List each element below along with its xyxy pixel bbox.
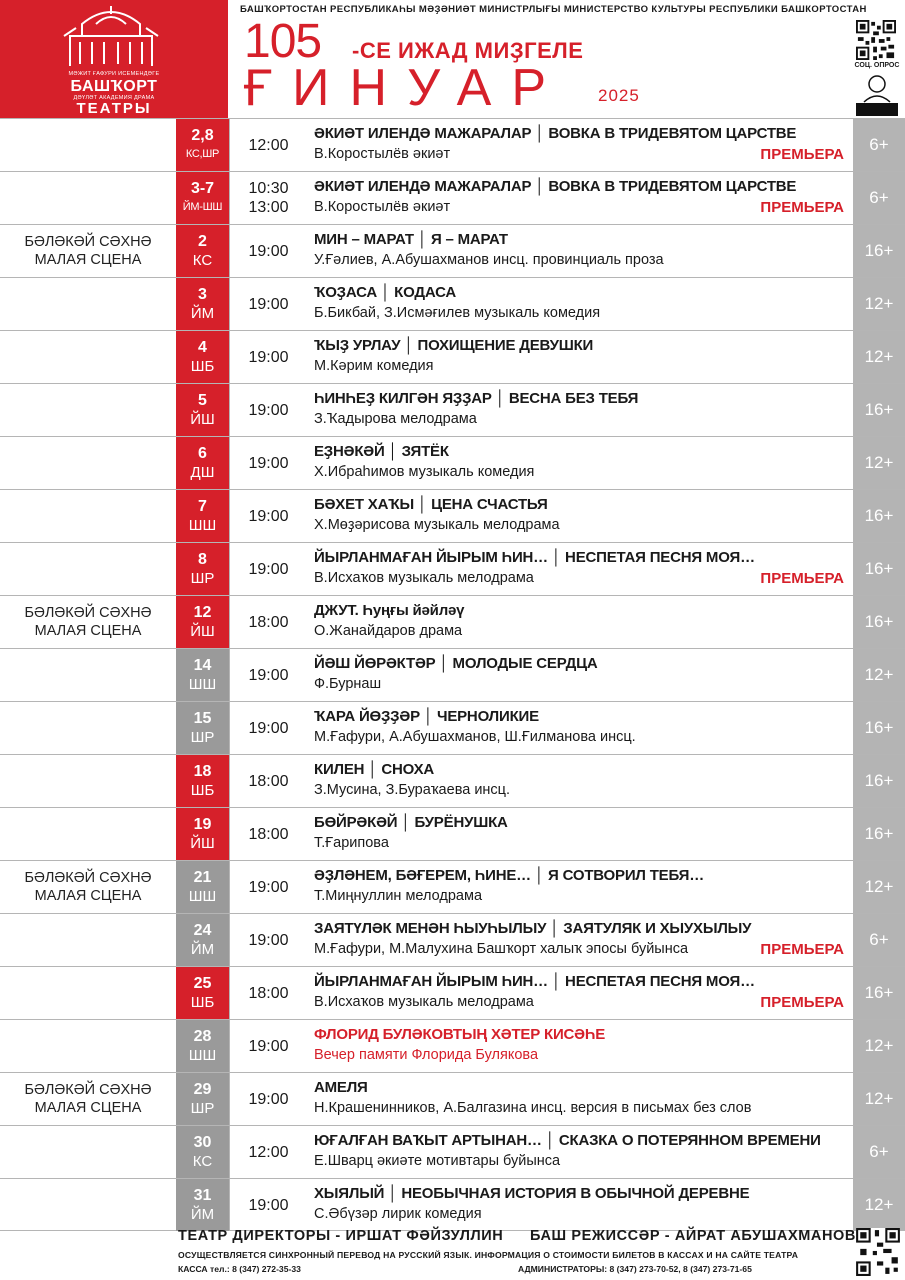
- show-time: 19:00: [248, 454, 289, 472]
- show-author: Б.Бикбай, З.Исмәғилев музыкаль комедия: [314, 305, 601, 321]
- schedule-row[interactable]: [0, 330, 905, 383]
- date-day: 3: [198, 286, 207, 303]
- age-rating-badge: 16+: [853, 702, 905, 754]
- date-cell: [176, 596, 229, 648]
- show-author: Ф.Бурнаш: [314, 676, 382, 692]
- show-info: [314, 600, 850, 646]
- schedule-row[interactable]: [0, 913, 905, 966]
- premiere-badge: ПРЕМЬЕРА: [760, 199, 844, 216]
- schedule-row[interactable]: [0, 648, 905, 701]
- show-author: Х.Мөҙәрисова музыкаль мелодрама: [314, 517, 560, 533]
- show-title[interactable]: АМЕЛЯ: [314, 1079, 368, 1096]
- show-time: 19:00: [248, 666, 289, 684]
- premiere-badge: ПРЕМЬЕРА: [760, 941, 844, 958]
- date-day: 21: [193, 869, 212, 886]
- show-info: [314, 282, 850, 328]
- schedule-row[interactable]: [0, 1072, 905, 1125]
- age-rating-badge: 6+: [853, 1126, 905, 1178]
- show-author: Н.Крашенинников, А.Балгазина инсц. версия в письмах без слов: [314, 1100, 752, 1116]
- venue-label: [0, 1179, 176, 1231]
- season-text: -СЕ ИЖАД МИҘГЕЛЕ: [352, 38, 584, 63]
- date-weekday: ЙШ: [190, 835, 215, 852]
- time-cell: [229, 596, 307, 648]
- date-day: 14: [193, 657, 212, 674]
- show-author: Вечер памяти Флорида Булякова: [314, 1047, 539, 1063]
- show-info: [314, 865, 850, 911]
- age-rating-badge: 16+: [853, 543, 905, 595]
- schedule-row[interactable]: [0, 701, 905, 754]
- venue-russian: МАЛАЯ СЦЕНА: [34, 623, 142, 639]
- schedule-table: [0, 118, 905, 1231]
- age-rating-badge: 12+: [853, 1020, 905, 1072]
- show-time: 19:00: [248, 295, 289, 313]
- show-time: 18:00: [248, 613, 289, 631]
- date-day: 7: [198, 498, 207, 515]
- date-weekday: ШШ: [188, 517, 217, 534]
- schedule-row[interactable]: [0, 1178, 905, 1231]
- venue-label: [0, 596, 176, 648]
- time-cell: [229, 119, 307, 171]
- age-rating-badge: 16+: [853, 808, 905, 860]
- date-cell: [176, 225, 229, 277]
- show-author: М.Кәрим комедия: [314, 358, 434, 374]
- age-rating-badge: 16+: [853, 490, 905, 542]
- schedule-row[interactable]: [0, 966, 905, 1019]
- date-cell: [176, 437, 229, 489]
- schedule-row[interactable]: [0, 171, 905, 224]
- date-weekday: ШР: [190, 570, 215, 587]
- show-title[interactable]: ҠОҘАСА │ КОДАСА: [314, 284, 457, 301]
- age-rating-badge: 12+: [853, 1073, 905, 1125]
- show-info: [314, 812, 850, 858]
- date-weekday: ШШ: [188, 888, 217, 905]
- time-cell: [229, 543, 307, 595]
- show-author: Т.Миңнуллин мелодрама: [314, 888, 483, 904]
- venue-label: [0, 1073, 176, 1125]
- season-number: 105: [244, 15, 322, 68]
- show-info: [314, 971, 850, 1017]
- date-weekday: ШР: [190, 1100, 215, 1117]
- venue-label: [0, 755, 176, 807]
- show-title[interactable]: БӨЙРӘКӘЙ │ БУРЁНУШКА: [314, 814, 508, 831]
- date-cell: [176, 331, 229, 383]
- poster-footer: [0, 1226, 905, 1280]
- date-day: 24: [193, 922, 212, 939]
- date-day: 19: [193, 816, 212, 833]
- age-rating-badge: 6+: [853, 172, 905, 224]
- show-info: [314, 441, 850, 487]
- show-author: З.Ҡадырова мелодрама: [314, 411, 477, 427]
- date-day: 2,8: [191, 127, 214, 144]
- show-author: О.Жанайдаров драма: [314, 623, 463, 639]
- venue-russian: МАЛАЯ СЦЕНА: [34, 252, 142, 268]
- venue-label: [0, 384, 176, 436]
- age-rating-badge: 12+: [853, 1179, 905, 1231]
- date-cell: [176, 1179, 229, 1231]
- show-info: [314, 229, 850, 275]
- qr-code-icon[interactable]: [856, 1228, 900, 1276]
- chief-director-line: БАШ РЕЖИССӘР - АЙРАТ АБУШАХМАНОВ: [530, 1228, 857, 1244]
- show-author: Е.Шварц әкиәте мотивтары буйынса: [314, 1153, 561, 1169]
- date-weekday: КС,ШР: [185, 148, 220, 160]
- qr-caption: СОЦ. ОПРОС: [854, 62, 900, 69]
- venue-label: [0, 225, 176, 277]
- date-weekday: ЙМ: [190, 1206, 215, 1223]
- time-cell: [229, 490, 307, 542]
- date-cell: [176, 649, 229, 701]
- date-weekday: ШБ: [190, 994, 215, 1011]
- show-time: 19:00: [248, 348, 289, 366]
- venue-label: [0, 702, 176, 754]
- time-cell: [229, 225, 307, 277]
- logo-line-3: ДӘҮЛӘТ АКАДЕМИЯ ДРАМА: [73, 95, 155, 101]
- date-day: 4: [198, 339, 207, 356]
- date-cell: [176, 384, 229, 436]
- time-cell: [229, 331, 307, 383]
- show-author: М.Ғафури, А.Абушахманов, Ш.Ғилманова инсц.: [314, 729, 636, 745]
- date-weekday: ШШ: [188, 676, 217, 693]
- theatre-logo: [0, 0, 228, 118]
- show-title[interactable]: МИН – МАРАТ │ Я – МАРАТ: [314, 231, 508, 248]
- show-title[interactable]: ЕҘНӘКӘЙ │ ЗЯТЁК: [314, 443, 449, 460]
- venue-bashkir: БӘЛӘКӘЙ СӘХНӘ: [24, 605, 152, 621]
- show-time: 19:00: [248, 878, 289, 896]
- translation-note: ОСУЩЕСТВЛЯЕТСЯ СИНХРОННЫЙ ПЕРЕВОД НА РУССКИЙ ЯЗЫК. ИНФОРМАЦИЯ О СТОИМОСТИ БИЛЕТОВ В КАССАХ И НА САЙТЕ ТЕАТРА: [178, 1250, 799, 1260]
- show-time: 19:00: [248, 242, 289, 260]
- date-day: 2: [198, 233, 207, 250]
- show-title[interactable]: ЙЫРЛАНМАҒАН ЙЫРЫМ ҺИН… │ НЕСПЕТАЯ ПЕСНЯ МОЯ…: [314, 549, 755, 566]
- show-info: [314, 653, 850, 699]
- date-cell: [176, 543, 229, 595]
- venue-label: [0, 437, 176, 489]
- show-time: 10:30: [248, 180, 289, 197]
- show-info: [314, 1024, 850, 1070]
- show-title[interactable]: ДЖУТ. Һуңғы йәйләү: [314, 602, 465, 619]
- show-info: [314, 706, 850, 752]
- date-cell: [176, 808, 229, 860]
- time-cell: [229, 1020, 307, 1072]
- time-cell: [229, 967, 307, 1019]
- box-office-phone[interactable]: КАССА тел.: 8 (347) 272-35-33: [178, 1264, 301, 1274]
- age-rating-badge: 16+: [853, 384, 905, 436]
- qr-code-icon[interactable]: [856, 20, 896, 60]
- show-time: 19:00: [248, 560, 289, 578]
- date-weekday: ШШ: [188, 1047, 217, 1064]
- schedule-row[interactable]: [0, 860, 905, 913]
- date-weekday: ШБ: [190, 782, 215, 799]
- poster-header: [0, 0, 905, 118]
- time-cell: [229, 172, 307, 224]
- show-time: 19:00: [248, 1090, 289, 1108]
- theatre-building-icon: [62, 6, 160, 68]
- date-cell: [176, 119, 229, 171]
- age-rating-badge: 16+: [853, 967, 905, 1019]
- venue-bashkir: БӘЛӘКӘЙ СӘХНӘ: [24, 870, 152, 886]
- date-cell: [176, 702, 229, 754]
- show-time: 19:00: [248, 1037, 289, 1055]
- date-day: 30: [193, 1134, 212, 1151]
- date-day: 28: [193, 1028, 212, 1045]
- venue-bashkir: БӘЛӘКӘЙ СӘХНӘ: [24, 1082, 152, 1098]
- date-cell: [176, 914, 229, 966]
- date-day: 31: [193, 1187, 212, 1204]
- venue-label: [0, 1020, 176, 1072]
- schedule-row[interactable]: [0, 1125, 905, 1178]
- show-author: Т.Ғарипова: [314, 835, 389, 851]
- age-rating-badge: 12+: [853, 331, 905, 383]
- venue-label: [0, 490, 176, 542]
- date-cell: [176, 278, 229, 330]
- show-title[interactable]: ФЛОРИД БУЛӘКОВТЫҢ ХӘТЕР КИСӘҺЕ: [314, 1026, 606, 1043]
- date-cell: [176, 1020, 229, 1072]
- show-author: В.Коростылёв әкиәт: [314, 146, 451, 162]
- show-author: Х.Ибраһимов музыкаль комедия: [314, 464, 535, 480]
- schedule-row[interactable]: [0, 1019, 905, 1072]
- show-time: 19:00: [248, 507, 289, 525]
- pushkin-card-icon: [856, 72, 898, 116]
- date-weekday: КС: [192, 1153, 213, 1170]
- age-rating-badge: 12+: [853, 649, 905, 701]
- show-author: З.Мусина, З.Бураҡаева инсц.: [314, 782, 511, 798]
- show-title[interactable]: ЙӘШ ЙӨРӘКТӘР │ МОЛОДЫЕ СЕРДЦА: [314, 655, 598, 672]
- venue-label: [0, 172, 176, 224]
- show-time: 19:00: [248, 1196, 289, 1214]
- show-title[interactable]: ҠЫҘ УРЛАУ │ ПОХИЩЕНИЕ ДЕВУШКИ: [314, 337, 594, 354]
- show-author: В.Исхаҡов музыкаль мелодрама: [314, 994, 534, 1010]
- show-info: [314, 759, 850, 805]
- age-rating-badge: 12+: [853, 278, 905, 330]
- date-day: 25: [193, 975, 212, 992]
- show-info: [314, 1183, 850, 1229]
- venue-label: [0, 914, 176, 966]
- date-cell: [176, 861, 229, 913]
- premiere-badge: ПРЕМЬЕРА: [760, 570, 844, 587]
- show-title[interactable]: ҠАРА ЙӨҘҘӘР │ ЧЕРНОЛИКИЕ: [314, 708, 539, 725]
- show-info: [314, 1077, 850, 1123]
- show-time: 18:00: [248, 984, 289, 1002]
- time-cell: [229, 437, 307, 489]
- show-title[interactable]: БӘХЕТ ХАҠЫ │ ЦЕНА СЧАСТЬЯ: [314, 496, 548, 513]
- date-cell: [176, 755, 229, 807]
- venue-label: [0, 119, 176, 171]
- show-time: 19:00: [248, 719, 289, 737]
- show-title[interactable]: ЮҒАЛҒАН ВАҠЫТ АРТЫНАН… │ СКАЗКА О ПОТЕРЯННОМ ВРЕМЕНИ: [314, 1132, 821, 1149]
- date-weekday: ЙМ: [190, 941, 215, 958]
- show-author: М.Ғафури, М.Малухина Башҡорт халыҡ эпосы буйынса: [314, 941, 689, 957]
- schedule-row[interactable]: [0, 383, 905, 436]
- venue-bashkir: БӘЛӘКӘЙ СӘХНӘ: [24, 234, 152, 250]
- date-weekday: ДШ: [190, 464, 215, 481]
- show-time: 13:00: [248, 199, 289, 216]
- age-rating-badge: 6+: [853, 914, 905, 966]
- date-day: 12: [193, 604, 212, 621]
- date-day: 6: [198, 445, 207, 462]
- show-time: 19:00: [248, 401, 289, 419]
- venue-label: [0, 649, 176, 701]
- show-author: В.Исхаҡов музыкаль мелодрама: [314, 570, 534, 586]
- show-author: У.Ғәлиев, А.Абушахманов инсц. провинциаль проза: [314, 252, 664, 268]
- show-info: [314, 547, 850, 593]
- schedule-row[interactable]: [0, 542, 905, 595]
- time-cell: [229, 702, 307, 754]
- time-cell: [229, 755, 307, 807]
- time-cell: [229, 384, 307, 436]
- year-label: 2025: [598, 86, 640, 105]
- show-author: С.Әбүзәр лирик комедия: [314, 1206, 482, 1222]
- show-author: В.Коростылёв әкиәт: [314, 199, 451, 215]
- administrators-phone[interactable]: АДМИНИСТРАТОРЫ: 8 (347) 273-70-52, 8 (347) 273-71-65: [518, 1264, 752, 1274]
- logo-line-1: МӘЖИТ ҒАФУРИ ИСЕМЕНДӘГЕ: [68, 71, 160, 77]
- venue-label: [0, 543, 176, 595]
- show-info: [314, 494, 850, 540]
- date-day: 15: [193, 710, 212, 727]
- age-rating-badge: 12+: [853, 437, 905, 489]
- venue-label: [0, 967, 176, 1019]
- schedule-row[interactable]: [0, 754, 905, 807]
- age-rating-badge: 16+: [853, 755, 905, 807]
- time-cell: [229, 914, 307, 966]
- show-info: [314, 388, 850, 434]
- age-rating-badge: 16+: [853, 596, 905, 648]
- show-time: 12:00: [248, 136, 289, 154]
- schedule-row[interactable]: [0, 807, 905, 860]
- date-weekday: ЙМ: [190, 305, 215, 322]
- show-title[interactable]: ЙЫРЛАНМАҒАН ЙЫРЫМ ҺИН… │ НЕСПЕТАЯ ПЕСНЯ МОЯ…: [314, 973, 755, 990]
- date-weekday: ШР: [190, 729, 215, 746]
- date-cell: [176, 1126, 229, 1178]
- date-weekday: ШБ: [190, 358, 215, 375]
- age-rating-badge: 6+: [853, 119, 905, 171]
- show-time: 12:00: [248, 1143, 289, 1161]
- show-title[interactable]: ӘКИӘТ ИЛЕНДӘ МАЖАРАЛАР │ ВОВКА В ТРИДЕВЯТОМ ЦАРСТВЕ: [314, 178, 797, 195]
- venue-label: [0, 808, 176, 860]
- age-rating-badge: 16+: [853, 225, 905, 277]
- show-time: 18:00: [248, 772, 289, 790]
- schedule-row[interactable]: [0, 595, 905, 648]
- time-cell: [229, 1179, 307, 1231]
- schedule-row[interactable]: [0, 277, 905, 330]
- director-line: ТЕАТР ДИРЕКТОРЫ - ИРШАТ ФӘЙЗУЛЛИН: [178, 1228, 504, 1244]
- show-info: [314, 1130, 850, 1176]
- date-weekday: ЙШ: [190, 411, 215, 428]
- show-info: [314, 123, 850, 169]
- schedule-row[interactable]: [0, 489, 905, 542]
- logo-line-2: БАШҠОРТ: [70, 78, 158, 95]
- venue-label: [0, 1126, 176, 1178]
- date-cell: [176, 490, 229, 542]
- show-title[interactable]: ӘҘЛӘНЕМ, БӘҒЕРЕМ, ҺИНЕ… │ Я СОТВОРИЛ ТЕБЯ…: [314, 867, 705, 884]
- premiere-badge: ПРЕМЬЕРА: [760, 146, 844, 163]
- ministry-line: БАШҠОРТОСТАН РЕСПУБЛИКАҺЫ МӘҘӘНИӘТ МИНИСТРЛЫҒЫ МИНИСТЕРСТВО КУЛЬТУРЫ РЕСПУБЛИКИ БАШКОРТОСТАН: [240, 4, 867, 15]
- venue-label: [0, 278, 176, 330]
- time-cell: [229, 1126, 307, 1178]
- date-cell: [176, 172, 229, 224]
- show-title[interactable]: КИЛЕН │ СНОХА: [314, 761, 435, 778]
- time-cell: [229, 861, 307, 913]
- date-cell: [176, 1073, 229, 1125]
- logo-line-4: ТЕАТРЫ: [76, 100, 152, 117]
- time-cell: [229, 649, 307, 701]
- date-day: 29: [193, 1081, 212, 1098]
- month-title: ҒИНУАР: [244, 59, 567, 117]
- show-info: [314, 176, 850, 222]
- venue-label: [0, 861, 176, 913]
- venue-russian: МАЛАЯ СЦЕНА: [34, 888, 142, 904]
- date-day: 3-7: [190, 180, 215, 197]
- schedule-row[interactable]: [0, 436, 905, 489]
- date-weekday: КС: [192, 252, 213, 269]
- date-weekday: ЙШ: [190, 623, 215, 640]
- show-title[interactable]: ӘКИӘТ ИЛЕНДӘ МАЖАРАЛАР │ ВОВКА В ТРИДЕВЯТОМ ЦАРСТВЕ: [314, 125, 797, 142]
- show-title[interactable]: ХЫЯЛЫЙ │ НЕОБЫЧНАЯ ИСТОРИЯ В ОБЫЧНОЙ ДЕРЕВНЕ: [314, 1185, 750, 1202]
- time-cell: [229, 808, 307, 860]
- schedule-row[interactable]: [0, 224, 905, 277]
- date-day: 8: [198, 551, 207, 568]
- date-day: 18: [193, 763, 212, 780]
- venue-russian: МАЛАЯ СЦЕНА: [34, 1100, 142, 1116]
- premiere-badge: ПРЕМЬЕРА: [760, 994, 844, 1011]
- venue-label: [0, 331, 176, 383]
- date-cell: [176, 967, 229, 1019]
- show-title[interactable]: ЗАЯТҮЛӘК МЕНӘН ҺЫУҺЫЛЫУ │ ЗАЯТУЛЯК И ХЫУХЫЛЫУ: [314, 920, 752, 937]
- show-info: [314, 918, 850, 964]
- date-weekday: ЙМ-ШШ: [182, 201, 223, 213]
- show-time: 19:00: [248, 931, 289, 949]
- show-time: 18:00: [248, 825, 289, 843]
- age-rating-badge: 12+: [853, 861, 905, 913]
- show-title[interactable]: ҺИНҺЕҘ КИЛГӘН ЯҘҘАР │ ВЕСНА БЕЗ ТЕБЯ: [314, 390, 639, 407]
- date-day: 5: [198, 392, 207, 409]
- schedule-row[interactable]: [0, 118, 905, 171]
- show-info: [314, 335, 850, 381]
- time-cell: [229, 1073, 307, 1125]
- time-cell: [229, 278, 307, 330]
